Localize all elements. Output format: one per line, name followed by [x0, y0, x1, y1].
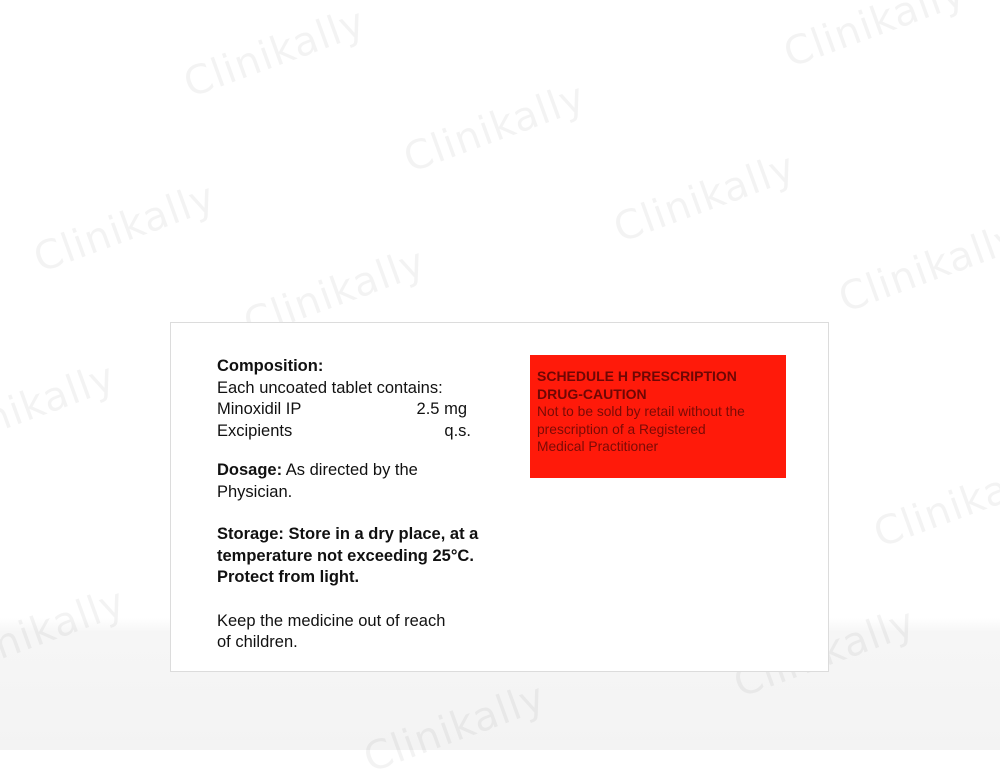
composition-intro: Each uncoated tablet contains:: [217, 378, 443, 397]
watermark: [0, 579, 132, 687]
ingredient-amount: 2.5 mg: [416, 400, 467, 418]
watermark: [0, 354, 122, 462]
dosage-line: [217, 460, 487, 503]
storage-line: temperature not exceeding 25°C.: [217, 546, 474, 565]
watermark: [608, 144, 802, 252]
watermark: [358, 674, 552, 782]
keep-away-block: [217, 611, 487, 654]
watermark: [868, 449, 1000, 557]
ingredient-row: [217, 421, 471, 443]
caution-text: Not to be sold by retail without the: [537, 404, 745, 419]
watermark: [833, 214, 1000, 322]
ingredient-amount: q.s.: [444, 421, 471, 440]
caution-text: prescription of a Registered: [537, 421, 706, 437]
watermark: [398, 74, 592, 182]
label-info-column: [217, 356, 487, 654]
caution-text: Medical Practitioner: [537, 439, 659, 454]
watermark: [28, 174, 222, 282]
keep-away-line: of children.: [217, 633, 298, 651]
caution-title: SCHEDULE H PRESCRIPTION: [537, 368, 737, 384]
schedule-h-caution-box: [530, 355, 786, 478]
watermark: [178, 0, 372, 107]
storage-line: Protect from light.: [217, 568, 360, 586]
medicine-label-card: [170, 322, 829, 672]
composition-heading: Composition:: [217, 357, 324, 375]
storage-block: [217, 524, 487, 589]
dosage-text: As directed by the Physician.: [217, 461, 418, 501]
ingredient-name: Excipients: [217, 421, 293, 440]
watermark: [778, 0, 972, 77]
ingredient-name: Minoxidil IP: [217, 400, 302, 418]
storage-line: Storage: Store in a dry place, at a: [217, 525, 479, 543]
caution-title: DRUG-CAUTION: [537, 385, 647, 402]
ingredient-row: [217, 399, 467, 421]
dosage-label: Dosage:: [217, 461, 283, 479]
keep-away-line: Keep the medicine out of reach: [217, 611, 446, 630]
